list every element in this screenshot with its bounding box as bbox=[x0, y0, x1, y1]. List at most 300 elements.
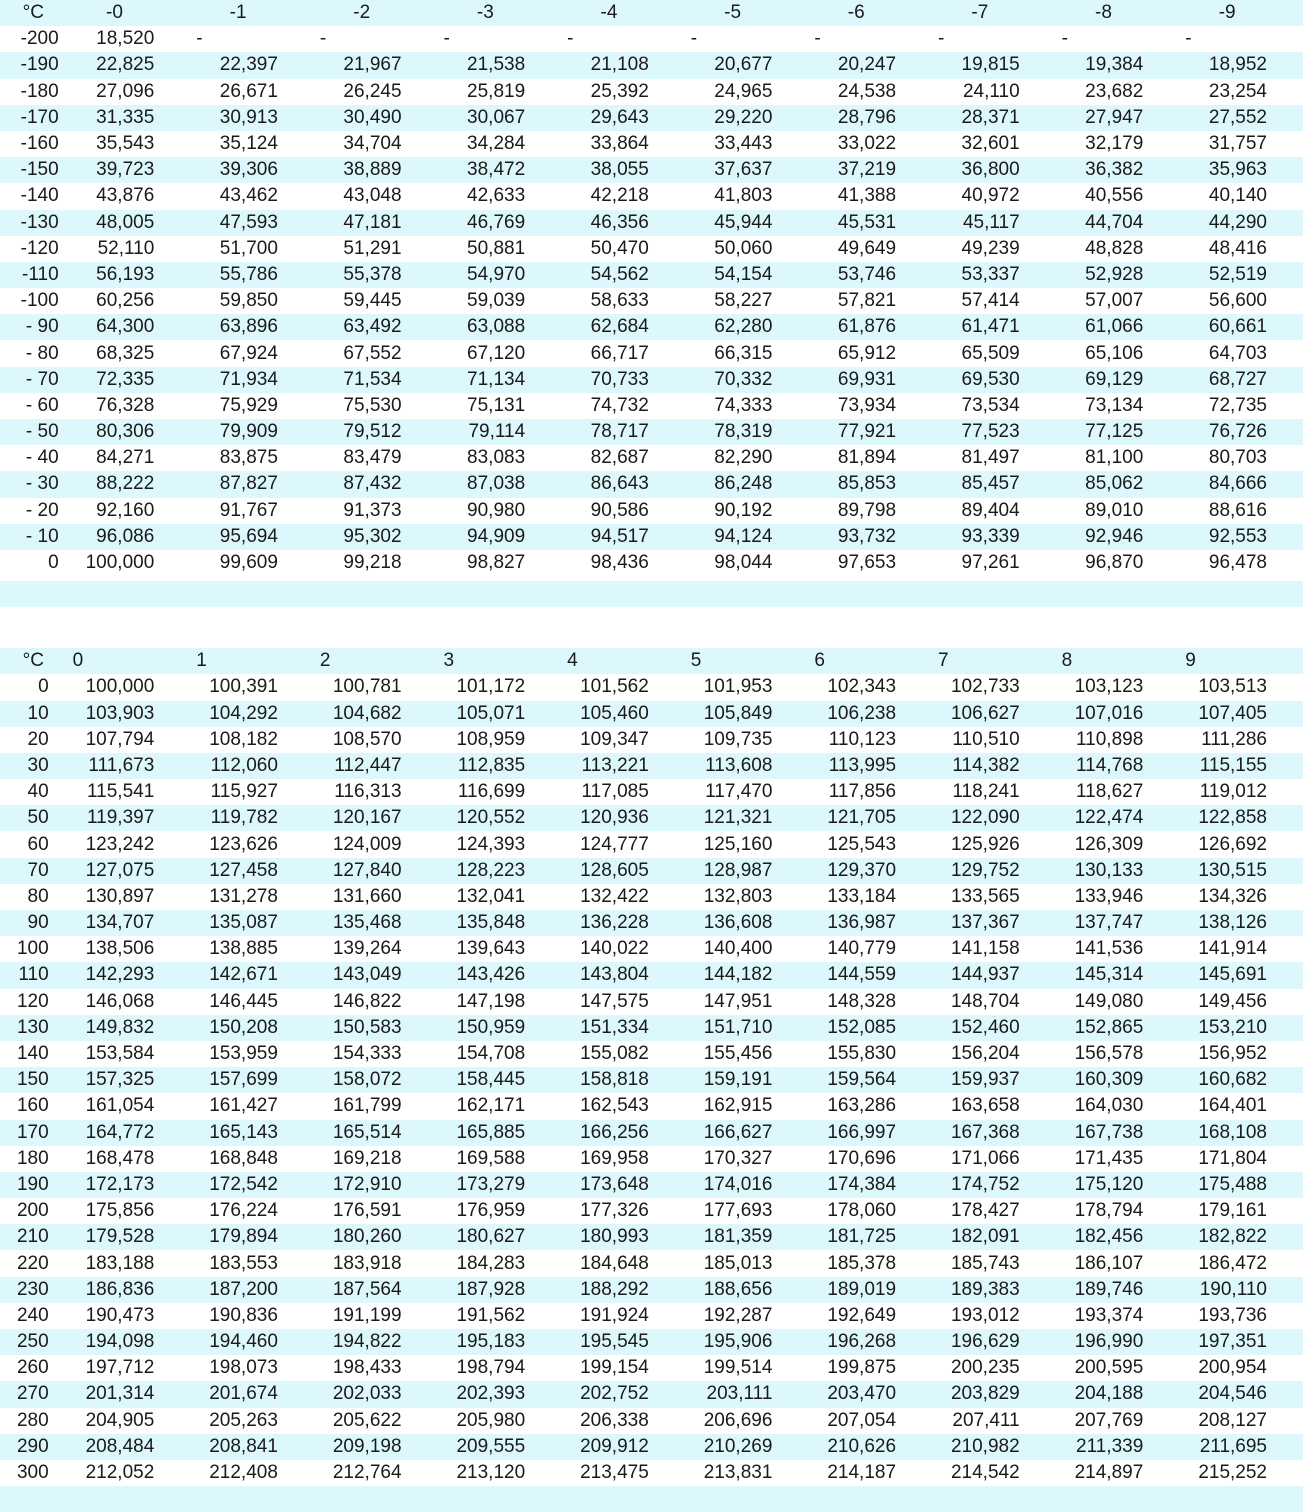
resistance-cell: 45,531 bbox=[808, 210, 932, 236]
resistance-cell: 80,306 bbox=[67, 419, 191, 445]
resistance-cell: 149,456 bbox=[1198, 990, 1267, 1012]
resistance-cell: 150,208 bbox=[190, 1015, 314, 1041]
resistance-cell: 48,005 bbox=[67, 210, 191, 236]
resistance-cell: 81,100 bbox=[1085, 447, 1144, 469]
resistance-cell: 202,752 bbox=[561, 1381, 685, 1407]
resistance-cell: 195,906 bbox=[685, 1329, 809, 1355]
row-temperature-cell: 130 bbox=[0, 1015, 67, 1041]
resistance-cell: 184,648 bbox=[580, 1252, 649, 1274]
table-row bbox=[0, 989, 1303, 1015]
resistance-cell: 156,578 bbox=[1074, 1043, 1144, 1065]
resistance-cell: 53,337 bbox=[932, 262, 1056, 288]
resistance-cell: 150,583 bbox=[314, 1015, 438, 1041]
table-row bbox=[0, 419, 1303, 445]
header-cell: -0 bbox=[67, 0, 191, 26]
header-row bbox=[0, 648, 1303, 674]
row-temperature-cell: -100 bbox=[20, 290, 59, 312]
table-row bbox=[0, 910, 1303, 936]
resistance-cell: 138,885 bbox=[209, 938, 278, 960]
resistance-cell: 36,382 bbox=[1056, 157, 1180, 183]
row-temperature-cell: -160 bbox=[20, 133, 59, 155]
resistance-cell: 135,468 bbox=[314, 910, 438, 936]
resistance-cell: 90,586 bbox=[590, 499, 649, 521]
resistance-cell: 18,952 bbox=[1179, 52, 1303, 78]
resistance-cell: 55,378 bbox=[314, 262, 438, 288]
resistance-cell: 180,627 bbox=[438, 1224, 562, 1250]
resistance-cell: 122,090 bbox=[932, 805, 1056, 831]
resistance-cell: 110,510 bbox=[952, 728, 1020, 750]
row-temperature-cell: 120 bbox=[16, 990, 49, 1012]
resistance-cell: 104,682 bbox=[314, 701, 438, 727]
resistance-cell: 151,710 bbox=[685, 1015, 809, 1041]
resistance-cell: 18,520 bbox=[96, 28, 155, 50]
row-temperature-cell: 0 bbox=[38, 676, 49, 698]
resistance-cell: 107,794 bbox=[85, 728, 155, 750]
resistance-cell: 114,382 bbox=[932, 753, 1056, 779]
resistance-cell: 95,694 bbox=[190, 524, 314, 550]
resistance-cell: 174,384 bbox=[808, 1172, 932, 1198]
resistance-cell: 211,339 bbox=[1056, 1434, 1180, 1460]
resistance-cell: 43,048 bbox=[343, 185, 402, 207]
resistance-cell: 41,388 bbox=[837, 185, 897, 207]
resistance-cell: 123,242 bbox=[85, 833, 155, 855]
resistance-cell: 107,016 bbox=[1056, 701, 1180, 727]
resistance-cell: 25,819 bbox=[467, 80, 526, 102]
resistance-cell: 74,732 bbox=[590, 394, 649, 416]
resistance-cell: 133,565 bbox=[950, 885, 1020, 907]
resistance-cell: 201,674 bbox=[190, 1381, 314, 1407]
resistance-cell: 143,426 bbox=[438, 962, 562, 988]
table-row bbox=[0, 26, 1303, 52]
resistance-cell: 183,553 bbox=[209, 1252, 278, 1274]
resistance-cell: 87,432 bbox=[314, 471, 438, 497]
table-row bbox=[0, 79, 1303, 105]
resistance-cell: 52,928 bbox=[1056, 262, 1180, 288]
resistance-cell: 183,188 bbox=[85, 1252, 155, 1274]
resistance-cell: 195,545 bbox=[561, 1329, 685, 1355]
resistance-cell: 160,309 bbox=[1056, 1067, 1180, 1093]
resistance-cell: 132,803 bbox=[703, 885, 773, 907]
resistance-cell: 62,684 bbox=[561, 314, 685, 340]
resistance-cell: 152,085 bbox=[808, 1015, 932, 1041]
table-row bbox=[0, 52, 1303, 78]
resistance-cell: 132,041 bbox=[456, 885, 526, 907]
resistance-cell: 177,693 bbox=[703, 1200, 773, 1222]
row-temperature-cell: 100 bbox=[16, 938, 49, 960]
resistance-cell: 39,306 bbox=[190, 157, 314, 183]
resistance-cell: 104,292 bbox=[190, 701, 314, 727]
resistance-cell: 38,889 bbox=[314, 157, 438, 183]
resistance-cell: 175,856 bbox=[85, 1200, 155, 1222]
resistance-cell: 46,769 bbox=[438, 210, 562, 236]
header-cell: 8 bbox=[1056, 648, 1180, 674]
resistance-cell: 213,120 bbox=[456, 1462, 526, 1484]
row-temperature-cell: 30 bbox=[0, 753, 67, 779]
resistance-cell: 176,591 bbox=[332, 1200, 402, 1222]
resistance-cell: 187,928 bbox=[438, 1277, 562, 1303]
resistance-cell: 44,290 bbox=[1179, 210, 1303, 236]
resistance-cell: 134,326 bbox=[1198, 885, 1267, 907]
resistance-cell: 137,747 bbox=[1056, 910, 1180, 936]
resistance-cell: 106,627 bbox=[932, 701, 1056, 727]
resistance-cell: 58,633 bbox=[590, 290, 649, 312]
resistance-cell: 86,643 bbox=[561, 471, 685, 497]
resistance-cell: 53,746 bbox=[808, 262, 932, 288]
resistance-cell: 203,470 bbox=[808, 1381, 932, 1407]
resistance-cell: 51,700 bbox=[219, 237, 278, 259]
header-cell: 3 bbox=[438, 648, 562, 674]
resistance-cell: 143,049 bbox=[314, 962, 438, 988]
resistance-cell: 108,959 bbox=[456, 728, 526, 750]
resistance-cell: 50,881 bbox=[467, 237, 526, 259]
resistance-cell: 196,629 bbox=[932, 1329, 1056, 1355]
resistance-cell: 101,562 bbox=[580, 676, 649, 698]
resistance-cell: 32,601 bbox=[961, 133, 1020, 155]
table-row bbox=[0, 236, 1303, 262]
resistance-cell: 76,726 bbox=[1179, 419, 1303, 445]
resistance-cell: 210,626 bbox=[808, 1434, 932, 1460]
resistance-cell: 119,782 bbox=[190, 805, 314, 831]
resistance-cell: 164,772 bbox=[67, 1120, 191, 1146]
resistance-cell: 166,627 bbox=[685, 1120, 809, 1146]
resistance-cell: 78,319 bbox=[685, 419, 809, 445]
resistance-cell: 161,054 bbox=[85, 1095, 155, 1117]
resistance-cell: 46,356 bbox=[561, 210, 685, 236]
resistance-cell: 148,328 bbox=[827, 990, 897, 1012]
resistance-cell: 71,134 bbox=[438, 367, 562, 393]
resistance-cell: 207,054 bbox=[827, 1409, 897, 1431]
resistance-cell: 44,704 bbox=[1056, 210, 1180, 236]
resistance-cell: 27,552 bbox=[1179, 105, 1303, 131]
resistance-cell: 39,723 bbox=[67, 157, 191, 183]
resistance-cell: 141,914 bbox=[1198, 938, 1267, 960]
row-temperature-cell: 290 bbox=[0, 1434, 67, 1460]
resistance-cell: 113,995 bbox=[808, 753, 932, 779]
row-temperature-cell: 60 bbox=[27, 833, 49, 855]
resistance-cell: 100,781 bbox=[332, 676, 402, 698]
resistance-cell: 112,060 bbox=[190, 753, 314, 779]
resistance-cell: 79,909 bbox=[190, 419, 314, 445]
resistance-cell: 20,677 bbox=[685, 52, 809, 78]
table-row bbox=[0, 805, 1303, 831]
resistance-cell: 49,239 bbox=[961, 237, 1020, 259]
resistance-cell: 158,445 bbox=[438, 1067, 562, 1093]
resistance-cell: 126,309 bbox=[1074, 833, 1144, 855]
table-row bbox=[0, 445, 1303, 471]
resistance-cell: 169,958 bbox=[580, 1147, 649, 1169]
resistance-cell: 61,066 bbox=[1056, 314, 1180, 340]
resistance-cell: 97,653 bbox=[837, 552, 897, 574]
resistance-cell: 158,818 bbox=[561, 1067, 685, 1093]
resistance-cell: 56,193 bbox=[67, 262, 191, 288]
resistance-cell: 204,546 bbox=[1179, 1381, 1303, 1407]
resistance-cell: 214,897 bbox=[1074, 1462, 1144, 1484]
resistance-cell: 120,167 bbox=[314, 805, 438, 831]
resistance-cell: 138,126 bbox=[1179, 910, 1303, 936]
resistance-cell: - bbox=[443, 28, 450, 50]
resistance-cell: 146,822 bbox=[332, 990, 402, 1012]
resistance-cell: 201,314 bbox=[67, 1381, 191, 1407]
resistance-cell: 175,488 bbox=[1179, 1172, 1303, 1198]
resistance-cell: 153,210 bbox=[1179, 1015, 1303, 1041]
resistance-cell: 121,705 bbox=[808, 805, 932, 831]
resistance-cell: 159,564 bbox=[808, 1067, 932, 1093]
resistance-cell: 45,944 bbox=[685, 210, 809, 236]
resistance-cell: 213,831 bbox=[703, 1462, 773, 1484]
resistance-cell: 199,875 bbox=[827, 1357, 897, 1379]
resistance-cell: 182,456 bbox=[1056, 1224, 1180, 1250]
resistance-cell: 164,030 bbox=[1074, 1095, 1144, 1117]
resistance-cell: 47,181 bbox=[314, 210, 438, 236]
resistance-cell: 156,204 bbox=[950, 1043, 1020, 1065]
table-row bbox=[0, 262, 1303, 288]
resistance-cell: 98,436 bbox=[590, 552, 649, 574]
resistance-cell: - bbox=[567, 28, 574, 50]
table-row bbox=[0, 1329, 1303, 1355]
table-row bbox=[0, 1460, 1303, 1486]
resistance-cell: 140,779 bbox=[827, 938, 897, 960]
table-row bbox=[0, 1198, 1303, 1224]
resistance-cell: 206,696 bbox=[703, 1409, 773, 1431]
resistance-cell: - bbox=[1061, 28, 1068, 50]
row-temperature-cell: 180 bbox=[16, 1147, 49, 1169]
resistance-cell: 113,608 bbox=[685, 753, 809, 779]
resistance-cell: 182,822 bbox=[1179, 1224, 1303, 1250]
resistance-cell: 135,848 bbox=[438, 910, 562, 936]
table-row bbox=[0, 210, 1303, 236]
resistance-cell: 162,543 bbox=[580, 1095, 649, 1117]
resistance-cell: 181,725 bbox=[808, 1224, 932, 1250]
resistance-cell: 128,987 bbox=[685, 858, 809, 884]
resistance-cell: 43,876 bbox=[96, 185, 155, 207]
resistance-cell: 174,016 bbox=[685, 1172, 809, 1198]
resistance-cell: 45,117 bbox=[932, 210, 1056, 236]
resistance-cell: 23,682 bbox=[1085, 80, 1144, 102]
row-temperature-cell: 90 bbox=[0, 910, 67, 936]
resistance-cell: 127,458 bbox=[190, 858, 314, 884]
table-row bbox=[0, 288, 1303, 314]
row-temperature-cell: -110 bbox=[0, 262, 67, 288]
table-row bbox=[0, 1120, 1303, 1146]
resistance-cell: 180,993 bbox=[561, 1224, 685, 1250]
resistance-cell: 75,929 bbox=[219, 394, 278, 416]
resistance-cell: 164,401 bbox=[1198, 1095, 1267, 1117]
resistance-cell: 144,559 bbox=[808, 962, 932, 988]
resistance-cell: 71,534 bbox=[314, 367, 438, 393]
resistance-cell: 54,562 bbox=[561, 262, 685, 288]
resistance-cell: 66,315 bbox=[714, 342, 773, 364]
resistance-cell: 112,835 bbox=[438, 753, 562, 779]
resistance-cell: 166,997 bbox=[808, 1120, 932, 1146]
resistance-cell: - bbox=[1185, 28, 1192, 50]
resistance-cell: 20,247 bbox=[808, 52, 932, 78]
resistance-cell: 36,800 bbox=[932, 157, 1056, 183]
table-footer-band bbox=[0, 1486, 1303, 1512]
resistance-cell: 100,000 bbox=[85, 676, 155, 698]
resistance-cell: 102,733 bbox=[950, 676, 1020, 698]
table-row bbox=[0, 314, 1303, 340]
resistance-cell: 75,530 bbox=[343, 394, 402, 416]
resistance-cell: 194,460 bbox=[190, 1329, 314, 1355]
resistance-cell: 90,980 bbox=[467, 499, 526, 521]
table-separator bbox=[0, 576, 1303, 648]
resistance-cell: 42,633 bbox=[467, 185, 526, 207]
resistance-cell: 190,473 bbox=[85, 1304, 155, 1326]
resistance-cell: 197,712 bbox=[85, 1357, 155, 1379]
row-temperature-cell: 220 bbox=[16, 1252, 49, 1274]
row-temperature-cell: -150 bbox=[0, 157, 67, 183]
resistance-cell: 89,404 bbox=[961, 499, 1020, 521]
resistance-cell: 171,435 bbox=[1074, 1147, 1144, 1169]
resistance-cell: 213,475 bbox=[580, 1462, 649, 1484]
resistance-cell: 65,912 bbox=[837, 342, 897, 364]
resistance-cell: 92,160 bbox=[96, 499, 155, 521]
resistance-cell: 190,836 bbox=[209, 1304, 278, 1326]
resistance-cell: 153,959 bbox=[209, 1043, 278, 1065]
resistance-cell: 106,238 bbox=[808, 701, 932, 727]
row-temperature-cell: 200 bbox=[16, 1200, 49, 1222]
resistance-cell: 66,717 bbox=[590, 342, 649, 364]
resistance-cell: 139,643 bbox=[456, 938, 526, 960]
resistance-cell: 35,543 bbox=[96, 133, 155, 155]
resistance-cell: 116,699 bbox=[457, 781, 526, 803]
resistance-cell: 155,082 bbox=[580, 1043, 649, 1065]
resistance-cell: 75,131 bbox=[467, 394, 526, 416]
row-temperature-cell: 20 bbox=[27, 728, 49, 750]
resistance-cell: 79,114 bbox=[438, 419, 562, 445]
resistance-cell: 162,915 bbox=[703, 1095, 773, 1117]
resistance-cell: 24,110 bbox=[962, 80, 1020, 102]
resistance-cell: - bbox=[814, 28, 821, 50]
table-row bbox=[0, 1041, 1303, 1067]
resistance-cell: 184,283 bbox=[456, 1252, 526, 1274]
resistance-cell: 92,946 bbox=[1056, 524, 1180, 550]
resistance-cell: 190,110 bbox=[1179, 1277, 1303, 1303]
resistance-cell: 129,752 bbox=[932, 858, 1056, 884]
row-temperature-cell: - 70 bbox=[0, 367, 67, 393]
resistance-cell: 191,562 bbox=[456, 1304, 526, 1326]
row-temperature-cell: 230 bbox=[0, 1277, 67, 1303]
resistance-cell: 115,155 bbox=[1179, 753, 1303, 779]
resistance-cell: 197,351 bbox=[1179, 1329, 1303, 1355]
table-row bbox=[0, 858, 1303, 884]
resistance-cell: 179,894 bbox=[190, 1224, 314, 1250]
table-row bbox=[0, 367, 1303, 393]
resistance-cell: 118,241 bbox=[952, 781, 1020, 803]
resistance-cell: 179,528 bbox=[67, 1224, 191, 1250]
resistance-cell: 172,910 bbox=[314, 1172, 438, 1198]
resistance-cell: 19,384 bbox=[1056, 52, 1180, 78]
resistance-cell: 60,661 bbox=[1179, 314, 1303, 340]
row-temperature-cell: 300 bbox=[16, 1462, 49, 1484]
resistance-cell: 101,953 bbox=[703, 676, 773, 698]
resistance-cell: 33,443 bbox=[714, 133, 773, 155]
resistance-cell: 188,656 bbox=[685, 1277, 809, 1303]
resistance-cell: 63,492 bbox=[314, 314, 438, 340]
resistance-cell: 168,478 bbox=[85, 1147, 155, 1169]
row-temperature-cell: 170 bbox=[0, 1120, 67, 1146]
row-temperature-cell: 50 bbox=[0, 805, 67, 831]
resistance-cell: 35,963 bbox=[1179, 157, 1303, 183]
resistance-cell: 88,616 bbox=[1208, 499, 1267, 521]
resistance-cell: 154,708 bbox=[456, 1043, 526, 1065]
resistance-cell: 113,221 bbox=[561, 753, 685, 779]
resistance-cell: 187,200 bbox=[190, 1277, 314, 1303]
resistance-cell: 68,727 bbox=[1179, 367, 1303, 393]
resistance-cell: 125,160 bbox=[703, 833, 773, 855]
header-cell: 5 bbox=[685, 648, 809, 674]
resistance-cell: 112,447 bbox=[314, 753, 438, 779]
header-cell: 2 bbox=[314, 648, 438, 674]
resistance-cell: 158,072 bbox=[314, 1067, 438, 1093]
resistance-cell: 200,595 bbox=[1074, 1357, 1144, 1379]
resistance-cell: 178,794 bbox=[1074, 1200, 1144, 1222]
resistance-cell: 208,127 bbox=[1198, 1409, 1267, 1431]
resistance-cell: 207,769 bbox=[1074, 1409, 1144, 1431]
resistance-cell: 121,321 bbox=[685, 805, 809, 831]
header-unit-cell: °C bbox=[0, 648, 67, 674]
negative-temperature-table bbox=[0, 0, 1303, 576]
resistance-cell: 133,946 bbox=[1074, 885, 1144, 907]
resistance-cell: 172,173 bbox=[67, 1172, 191, 1198]
resistance-cell: 177,326 bbox=[580, 1200, 649, 1222]
resistance-cell: 73,534 bbox=[961, 394, 1020, 416]
table-row bbox=[0, 1303, 1303, 1329]
resistance-cell: 209,912 bbox=[561, 1434, 685, 1460]
resistance-cell: 141,158 bbox=[950, 938, 1020, 960]
resistance-cell: 209,198 bbox=[314, 1434, 438, 1460]
resistance-cell: 174,752 bbox=[932, 1172, 1056, 1198]
resistance-cell: 194,822 bbox=[314, 1329, 438, 1355]
table-row bbox=[0, 183, 1303, 209]
resistance-cell: 73,934 bbox=[837, 394, 897, 416]
resistance-cell: 155,830 bbox=[827, 1043, 897, 1065]
resistance-cell: 72,735 bbox=[1208, 394, 1267, 416]
resistance-cell: 57,821 bbox=[837, 290, 897, 312]
resistance-cell: 120,552 bbox=[438, 805, 562, 831]
resistance-cell: 50,060 bbox=[714, 237, 773, 259]
resistance-cell: 65,106 bbox=[1085, 342, 1144, 364]
resistance-cell: 37,637 bbox=[685, 157, 809, 183]
resistance-cell: - bbox=[938, 28, 945, 50]
resistance-cell: 38,055 bbox=[561, 157, 685, 183]
resistance-cell: 62,280 bbox=[685, 314, 809, 340]
row-temperature-cell: - 90 bbox=[0, 314, 67, 340]
resistance-cell: 193,374 bbox=[1074, 1304, 1144, 1326]
resistance-cell: 189,019 bbox=[808, 1277, 932, 1303]
resistance-cell: 171,804 bbox=[1198, 1147, 1267, 1169]
resistance-cell: 162,171 bbox=[456, 1095, 526, 1117]
resistance-cell: 26,245 bbox=[343, 80, 402, 102]
resistance-cell: 148,704 bbox=[950, 990, 1020, 1012]
resistance-cell: 61,471 bbox=[932, 314, 1056, 340]
resistance-cell: 171,066 bbox=[950, 1147, 1020, 1169]
resistance-cell: 198,794 bbox=[456, 1357, 526, 1379]
resistance-cell: 73,134 bbox=[1085, 394, 1144, 416]
resistance-cell: 105,460 bbox=[561, 701, 685, 727]
resistance-cell: 67,120 bbox=[467, 342, 526, 364]
resistance-cell: 93,732 bbox=[808, 524, 932, 550]
resistance-cell: 22,397 bbox=[190, 52, 314, 78]
resistance-cell: 191,199 bbox=[332, 1304, 402, 1326]
resistance-cell: 188,292 bbox=[561, 1277, 685, 1303]
row-temperature-cell: 190 bbox=[0, 1172, 67, 1198]
table-row bbox=[0, 1277, 1303, 1303]
resistance-cell: 193,012 bbox=[950, 1304, 1020, 1326]
resistance-cell: 194,098 bbox=[67, 1329, 191, 1355]
resistance-cell: 128,223 bbox=[438, 858, 562, 884]
resistance-cell: 172,542 bbox=[190, 1172, 314, 1198]
